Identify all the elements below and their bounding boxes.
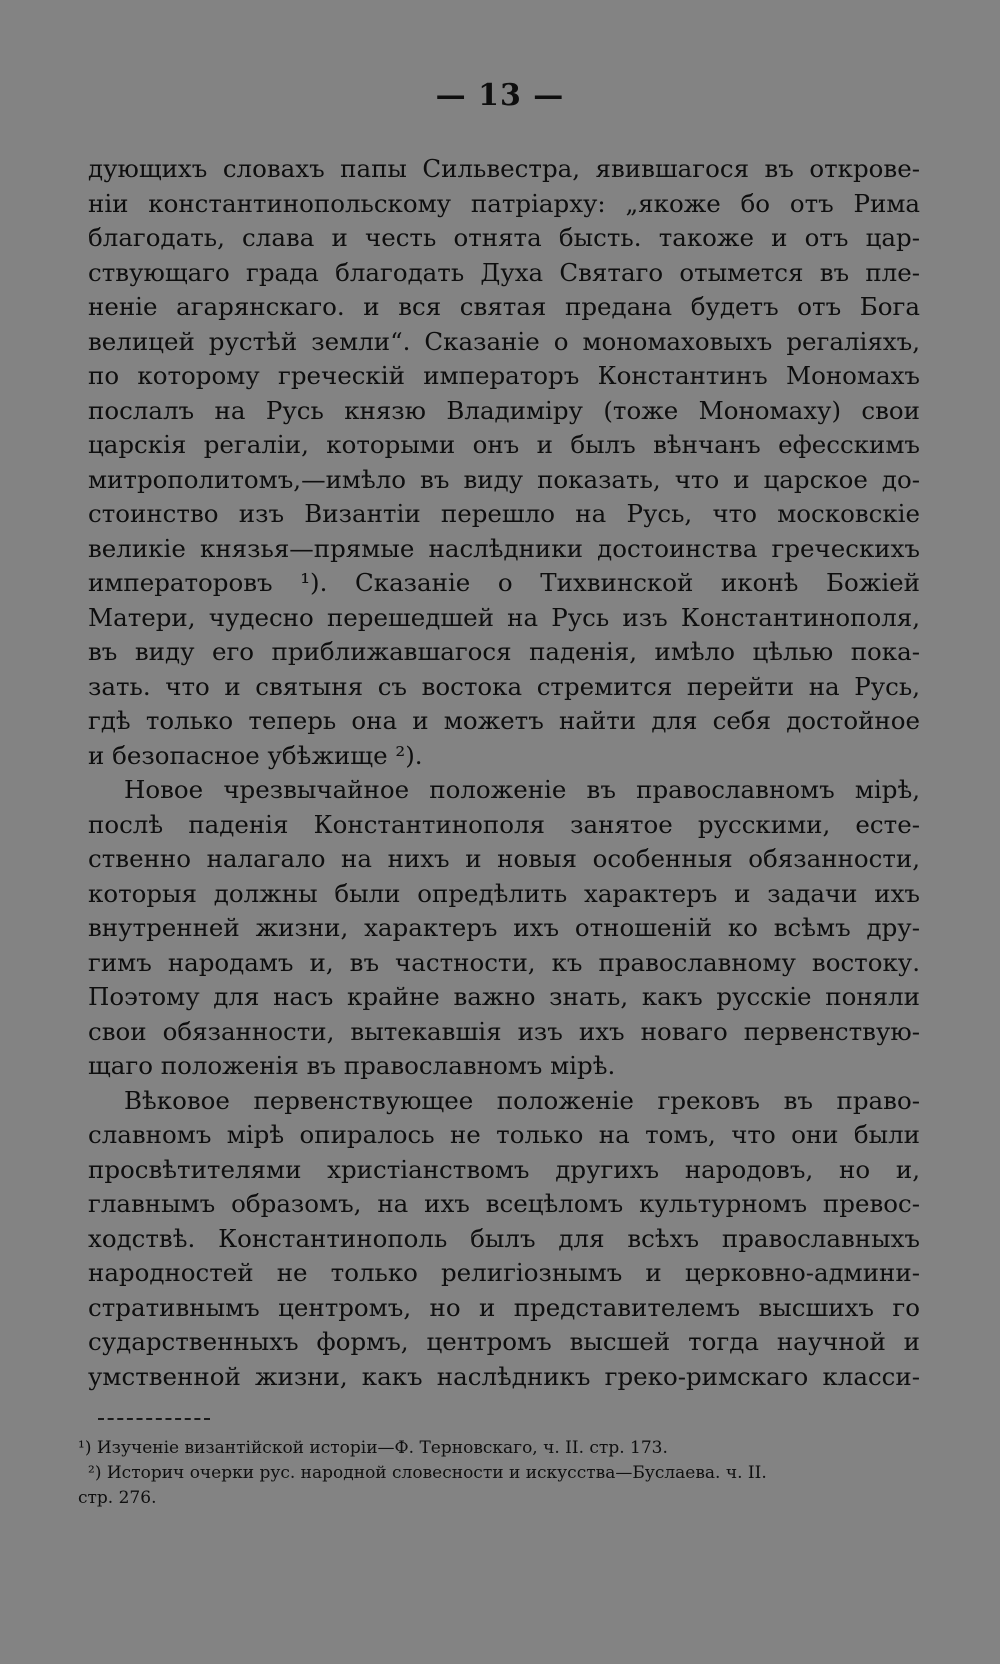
text-line: послалъ на Русь князю Владиміру (тоже Мономаху) свои <box>88 395 920 425</box>
footnote-line: ²) Историч очерки рус. народной словесности и искусства—Буслаева. ч. II. <box>88 1463 767 1483</box>
body-text <box>88 152 920 1394</box>
footnotes <box>78 1436 920 1511</box>
footnote-line: ¹) Изученіе византійской исторіи—Ф. Терновскаго, ч. II. стр. 173. <box>78 1438 668 1458</box>
text-line: стративнымъ центромъ, но и представителемъ высшихъ го <box>88 1292 920 1322</box>
text-line: гдѣ только теперь она и можетъ найти для себя достойное <box>88 706 920 735</box>
text-line: великіе князья—прямые наслѣдники достоинства греческихъ <box>88 533 920 563</box>
text-line: свои обязанности, вытекавшія изъ ихъ новаго первенствую- <box>88 1016 920 1046</box>
text-line: Вѣковое первенствующее положеніе грековъ въ право- <box>124 1085 920 1115</box>
text-line: зать. что и святыня съ востока стремится перейти на Русь, <box>88 671 920 701</box>
text-line: стоинство изъ Византіи перешло на Русь, что московскіе <box>88 499 920 528</box>
text-line: гимъ народамъ и, въ частности, къ православному востоку. <box>88 947 920 977</box>
text-line: царскія регаліи, которыми онъ и былъ вѣнчанъ ефесскимъ <box>88 430 920 459</box>
text-line: и безопасное убѣжище ²). <box>88 740 423 770</box>
text-line: благодать, слава и честь отнята бысть. такоже и отъ цар- <box>88 223 920 252</box>
text-line: послѣ паденія Константинополя занятое русскими, есте- <box>88 809 920 839</box>
text-line: умственной жизни, какъ наслѣдникъ греко-римскаго класси- <box>88 1361 920 1391</box>
text-line: ходствѣ. Константинополь былъ для всѣхъ православныхъ <box>88 1223 920 1253</box>
text-line: ніи константинопольскому патріарху: „якоже бо отъ Рима <box>88 188 920 218</box>
text-line: славномъ мірѣ опиралось не только на томъ, что они были <box>88 1120 920 1149</box>
text-line: велицей рустѣй земли“. Сказаніе о мономаховыхъ регаліяхъ, <box>88 326 920 356</box>
text-line: народностей не только религіознымъ и церковно-админи- <box>88 1258 920 1287</box>
text-line: въ виду его приближавшагося паденія, имѣло цѣлью пока- <box>88 637 920 666</box>
text-line: которыя должны были опредѣлить характеръ и задачи ихъ <box>88 878 920 908</box>
page-number: — 13 — <box>435 78 565 113</box>
text-line: Матери, чудесно перешедшей на Русь изъ Константинополя, <box>88 602 920 632</box>
text-line: императоровъ ¹). Сказаніе о Тихвинской иконѣ Божіей <box>88 568 920 597</box>
text-line: митрополитомъ,—имѣло въ виду показать, что и царское до- <box>88 464 920 494</box>
text-line: по которому греческій императоръ Константинъ Мономахъ <box>88 361 920 390</box>
text-line: неніе агарянскаго. и вся святая предана будетъ отъ Бога <box>88 292 920 321</box>
footnote-separator <box>98 1418 210 1420</box>
text-line: сударственныхъ формъ, центромъ высшей тогда научной и <box>88 1327 920 1356</box>
text-line: внутренней жизни, характеръ ихъ отношеній ко всѣмъ дру- <box>88 913 920 942</box>
footnote-line: стр. 276. <box>78 1488 157 1508</box>
text-line: ственно налагало на нихъ и новыя особенныя обязанности, <box>88 844 920 873</box>
text-line: дующихъ словахъ папы Сильвестра, явившагося въ открове- <box>88 154 920 183</box>
text-line: главнымъ образомъ, на ихъ всецѣломъ культурномъ превос- <box>88 1189 920 1218</box>
text-line: Новое чрезвычайное положеніе въ православномъ мірѣ, <box>124 775 920 804</box>
text-line: щаго положенія въ православномъ мірѣ. <box>88 1051 616 1080</box>
text-line: просвѣтителями христіанствомъ другихъ народовъ, но и, <box>88 1154 920 1184</box>
text-line: Поэтому для насъ крайне важно знать, какъ русскіе поняли <box>88 982 920 1011</box>
text-line: ствующаго града благодать Духа Святаго отымется въ пле- <box>88 257 920 287</box>
